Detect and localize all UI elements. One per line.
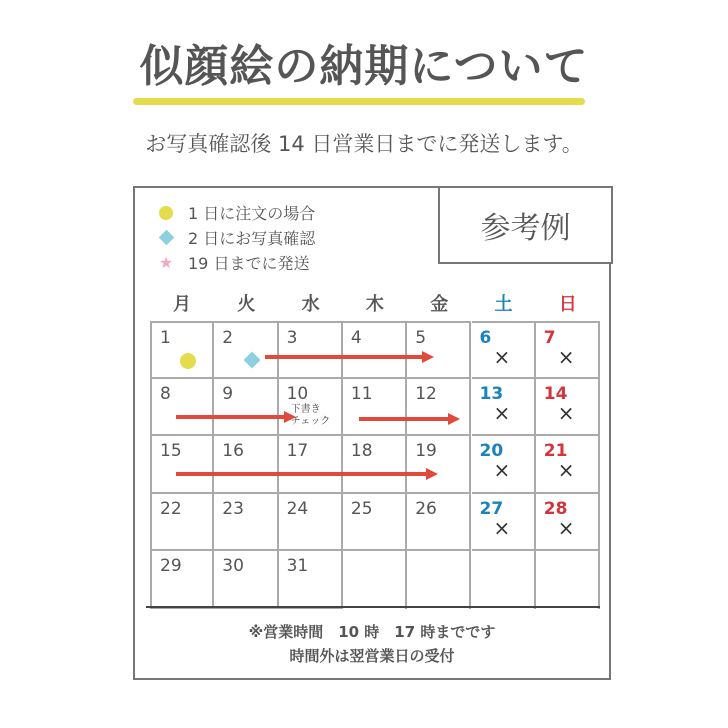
schedule-arrow-icon <box>359 413 460 425</box>
calendar-cell <box>343 321 407 379</box>
footer-line-2: 時間外は翌営業日の受付 <box>289 647 455 665</box>
calendar-cell <box>407 551 471 609</box>
schedule-arrow-icon <box>176 411 296 423</box>
calendar-cell <box>214 494 278 552</box>
day-number: 1 <box>160 328 171 348</box>
day-number: 10 <box>286 383 309 404</box>
calendar-cell <box>150 494 214 552</box>
calendar-cell <box>343 494 407 552</box>
calendar-cell <box>279 436 343 494</box>
calendar-cell <box>343 551 407 609</box>
calendar-cell <box>536 551 600 609</box>
title-underline <box>133 98 585 105</box>
calendar-cell <box>536 379 600 437</box>
legend-label: 2 日にお写真確認 <box>188 229 316 248</box>
closed-mark-icon: × <box>493 458 511 483</box>
day-number: 19 <box>415 441 437 462</box>
day-number: 22 <box>160 498 182 519</box>
calendar-cell <box>150 321 214 379</box>
day-number: 23 <box>222 498 244 519</box>
calendar-bottom-line <box>146 606 600 608</box>
day-number: 7 <box>543 328 556 348</box>
calendar-cell <box>150 436 214 494</box>
day-number: 26 <box>415 498 437 519</box>
subtitle: お写真確認後 14 日営業日までに発送します。 <box>145 132 583 156</box>
calendar-grid <box>150 321 600 609</box>
day-number: 2 <box>222 328 234 348</box>
example-label-box <box>438 186 613 264</box>
day-number: 20 <box>479 441 504 462</box>
weekday-5: 土 <box>494 294 513 315</box>
day-number: 8 <box>160 383 171 404</box>
weekday-0: 月 <box>173 294 191 315</box>
closed-mark-icon: × <box>493 515 511 540</box>
weekday-1: 火 <box>237 294 256 315</box>
day-number: 24 <box>286 498 309 519</box>
day-number: 16 <box>222 441 244 462</box>
day-number: 29 <box>160 556 182 577</box>
calendar-cell <box>279 321 343 379</box>
calendar-cell <box>407 436 471 494</box>
calendar-cell <box>343 436 407 494</box>
day-number: 30 <box>222 556 244 577</box>
day-number: 27 <box>479 498 504 519</box>
calendar-cell <box>279 494 343 552</box>
day-number: 21 <box>543 441 568 462</box>
legend-item-ship <box>158 250 315 275</box>
legend-label: 19 日までに発送 <box>188 254 310 273</box>
draft-check-note: 下書き チェック <box>290 403 331 427</box>
calendar-cell <box>150 551 214 609</box>
legend-label: 1 日に注文の場合 <box>188 204 316 223</box>
calendar-cell <box>472 551 536 609</box>
day-number: 17 <box>286 441 309 462</box>
weekday-4: 金 <box>430 294 449 315</box>
weekday-2: 水 <box>301 294 320 315</box>
day-number: 25 <box>350 498 373 519</box>
blue-diamond-icon <box>244 352 261 369</box>
closed-mark-icon: × <box>557 400 575 425</box>
yellow-dot-icon <box>180 353 196 369</box>
calendar-cell <box>472 494 536 552</box>
calendar-cell <box>150 379 214 437</box>
page-title: 似顔絵の納期について <box>139 41 589 92</box>
day-number: 4 <box>350 328 362 348</box>
day-number: 31 <box>286 556 309 577</box>
legend-item-order <box>158 200 315 225</box>
day-number: 5 <box>415 328 427 348</box>
weekday-6: 日 <box>558 294 577 315</box>
day-number: 28 <box>543 498 568 519</box>
weekday-3: 木 <box>365 294 384 315</box>
day-number: 14 <box>543 383 568 404</box>
day-number: 18 <box>350 441 373 462</box>
day-number: 3 <box>286 328 298 348</box>
footer-line-1: ※営業時間 10 時 17 時までです <box>248 623 496 641</box>
calendar-cell <box>536 494 600 552</box>
calendar-cell <box>279 551 343 609</box>
calendar-cell <box>407 494 471 552</box>
calendar-cell <box>407 379 471 437</box>
calendar-cell <box>407 321 471 379</box>
pink-star-icon: ★ <box>158 252 174 272</box>
legend <box>158 200 315 275</box>
yellow-dot-icon <box>158 205 174 221</box>
closed-mark-icon: × <box>557 458 575 483</box>
calendar-cell <box>214 379 278 437</box>
legend-item-photo-check <box>158 225 315 250</box>
closed-mark-icon: × <box>557 345 575 369</box>
calendar-cell <box>472 321 536 379</box>
calendar-cell <box>214 436 278 494</box>
calendar-cell <box>343 379 407 437</box>
closed-mark-icon: × <box>493 400 511 425</box>
day-number: 12 <box>415 383 437 404</box>
calendar-cell <box>214 321 278 379</box>
day-number: 9 <box>222 383 234 404</box>
weekday-header <box>150 290 600 316</box>
day-number: 13 <box>479 383 504 404</box>
calendar-cell <box>279 379 343 437</box>
calendar-cell <box>472 436 536 494</box>
closed-mark-icon: × <box>557 515 575 540</box>
calendar-cell <box>536 321 600 379</box>
blue-diamond-icon <box>158 230 174 246</box>
schedule-arrow-icon <box>176 468 438 480</box>
day-number: 11 <box>350 383 373 404</box>
example-label: 参考例 <box>480 211 571 246</box>
calendar-cell <box>472 379 536 437</box>
calendar-cell <box>536 436 600 494</box>
closed-mark-icon: × <box>493 345 511 369</box>
footer-note <box>133 620 611 668</box>
calendar-cell <box>214 551 278 609</box>
day-number: 15 <box>160 441 182 462</box>
day-number: 6 <box>479 328 492 348</box>
schedule-arrow-icon <box>265 351 434 363</box>
